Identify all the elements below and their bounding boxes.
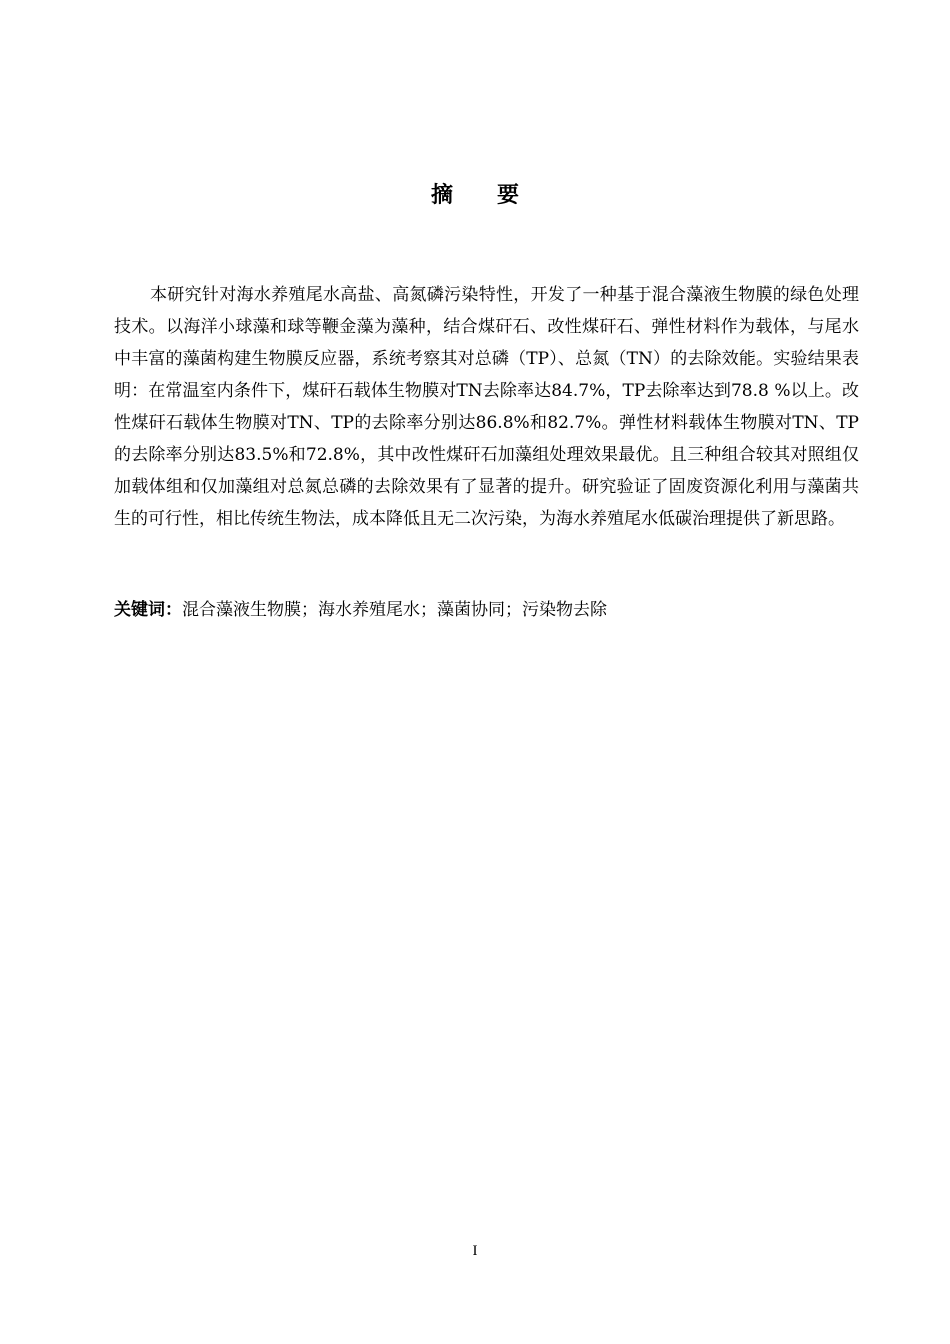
- abstract-paragraph: 本研究针对海水养殖尾水高盐、高氮磷污染特性，开发了一种基于混合藻液生物膜的绿色处理技术。以海洋小球藻和球等鞭金藻为藻种，结合煤矸石、改性煤矸石、弹性材料作为载体，与尾水中丰富的藻菌构建生物膜反应器，系统考察其对总磷（TP）、总氮（TN）的去除效能。实验结果表明：在常温室内条件下，煤矸石载体生物膜对TN去除率达84.7%，TP去除率达到78.8 %以上。改性煤矸石载体生物膜对TN、TP的去除率分别达86.8%和82.7%。弹性材料载体生物膜对TN、TP的去除率分别达83.5%和72.8%，其中改性煤矸石加藻组处理效果最优。且三种组合较其对照组仅加载体组和仅加藻组对总氮总磷的去除效果有了显著的提升。研究验证了固废资源化利用与藻菌共生的可行性，相比传统生物法，成本降低且无二次污染，为海水养殖尾水低碳治理提供了新思路。: [114, 285, 859, 529]
- keywords-line: [114, 596, 859, 624]
- keywords-text: 混合藻液生物膜；海水养殖尾水；藻菌协同；污染物去除: [182, 600, 607, 620]
- page-number: I: [472, 1243, 478, 1259]
- page-title: [0, 178, 950, 209]
- title-char-1: 摘: [430, 183, 453, 208]
- title-char-2: 要: [497, 183, 520, 208]
- keywords-label: 关键词：: [114, 600, 182, 620]
